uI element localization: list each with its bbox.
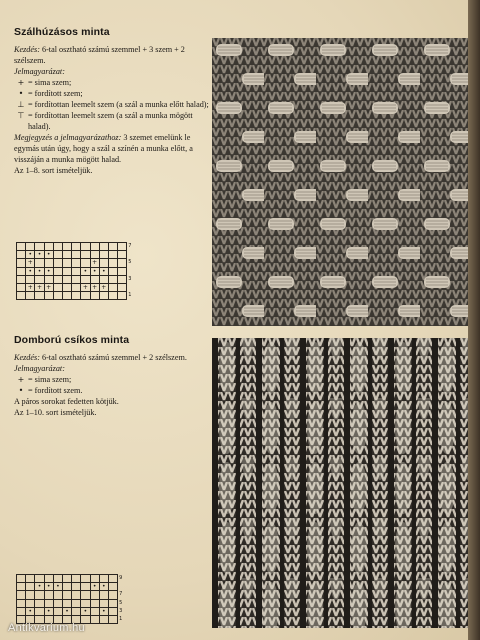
chart-cell — [17, 575, 26, 583]
chart-row — [17, 267, 136, 275]
chart-cell — [90, 251, 99, 259]
chart-cell — [44, 243, 53, 251]
legend-row — [14, 374, 210, 385]
row-number: 5 — [128, 259, 132, 266]
chart-row — [17, 599, 127, 607]
chart-cell — [35, 591, 44, 599]
chart-cell — [99, 259, 108, 267]
row-number: 1 — [119, 616, 123, 623]
chart-row — [17, 275, 136, 283]
chart-cell: + — [26, 283, 35, 291]
chart-cell — [62, 243, 71, 251]
legend-row — [14, 88, 210, 99]
chart-cell: • — [62, 607, 71, 615]
section2-note: A páros sorokat fedetten kötjük. — [14, 397, 119, 406]
chart-cell — [118, 283, 127, 291]
section2-jel-label: Jelmagyarázat: — [14, 364, 65, 373]
section-dombor-csikos — [14, 334, 210, 418]
chart-cell — [108, 591, 117, 599]
chart-cell — [81, 583, 90, 591]
chart-cell: • — [90, 267, 99, 275]
symbol: ⊤ — [17, 111, 25, 120]
legend-row — [14, 77, 210, 88]
row-number: 9 — [119, 575, 123, 582]
chart-cell: + — [90, 283, 99, 291]
chart-cell — [118, 251, 127, 259]
chart-cell — [81, 575, 90, 583]
chart-cell — [26, 275, 35, 283]
chart-cell — [53, 251, 62, 259]
chart-cell — [81, 275, 90, 283]
chart-cell — [26, 591, 35, 599]
chart-cell — [53, 591, 62, 599]
chart-row — [17, 575, 127, 583]
chart-cell — [62, 283, 71, 291]
chart-cell — [35, 259, 44, 267]
chart-cell — [81, 292, 90, 300]
chart-cell — [53, 259, 62, 267]
section1-jel-label: Jelmagyarázat: — [14, 67, 65, 76]
section1-repeat: Az 1–8. sort ismételjük. — [14, 166, 93, 175]
megj-text: 3 szemet emelünk le egymás után úgy, hogy a szál a színén a munka előtt, a visszáján a munka mögött halad. — [14, 133, 193, 164]
knit-texture-1 — [212, 38, 468, 326]
chart-cell — [26, 292, 35, 300]
chart-cell — [17, 583, 26, 591]
chart-cell — [26, 575, 35, 583]
chart-cell — [17, 243, 26, 251]
chart-cell: • — [44, 607, 53, 615]
legend-text: = fordítottan leemelt szem (a szál a munka mögött halad). — [28, 111, 193, 131]
kezdes-text: 6-tal osztható számú szemmel + 2 szélszem. — [39, 353, 187, 362]
chart-cell — [44, 292, 53, 300]
chart-row — [17, 283, 136, 291]
chart-cell — [108, 283, 117, 291]
chart-cell: + — [35, 283, 44, 291]
chart-cell: • — [99, 607, 108, 615]
chart2-diagram — [16, 574, 127, 624]
book-spine-edge — [468, 0, 480, 640]
kezdes-label: Kezdés: — [14, 353, 40, 362]
chart-cell — [53, 283, 62, 291]
knit-texture-2 — [212, 338, 468, 628]
chart-cell: • — [26, 607, 35, 615]
photo-dombor-swatch — [212, 338, 468, 628]
chart-cell — [53, 292, 62, 300]
kezdes-label: Kezdés: — [14, 45, 40, 54]
chart-cell — [81, 251, 90, 259]
chart-cell — [35, 607, 44, 615]
chart-cell — [62, 275, 71, 283]
row-number — [127, 267, 136, 275]
section2-repeat: Az 1–10. sort ismételjük. — [14, 408, 97, 417]
chart-cell — [72, 259, 81, 267]
chart-cell — [35, 275, 44, 283]
symbol: ⊥ — [17, 100, 25, 109]
chart-cell — [108, 267, 117, 275]
symbol: + — [17, 375, 25, 384]
chart-cell — [17, 283, 26, 291]
chart-cell — [108, 243, 117, 251]
chart-cell — [90, 615, 99, 623]
chart-row — [17, 583, 127, 591]
chart-cell — [17, 267, 26, 275]
legend-text: = sima szem; — [28, 78, 72, 87]
symbol: + — [17, 78, 25, 87]
chart-cell — [90, 275, 99, 283]
chart-cell — [72, 243, 81, 251]
chart-cell — [90, 575, 99, 583]
chart-cell — [90, 591, 99, 599]
chart-cell: + — [81, 283, 90, 291]
chart-cell — [72, 575, 81, 583]
chart-cell — [44, 599, 53, 607]
chart-cell: + — [90, 259, 99, 267]
chart-cell — [99, 292, 108, 300]
chart-cell: • — [44, 251, 53, 259]
photo-szalhuzasos-swatch — [212, 38, 468, 326]
chart-cell — [53, 607, 62, 615]
chart-cell: • — [35, 251, 44, 259]
chart-cell — [72, 275, 81, 283]
chart-cell — [44, 275, 53, 283]
chart-cell — [44, 575, 53, 583]
chart-cell — [108, 292, 117, 300]
chart-cell — [72, 267, 81, 275]
megj-label: Megjegyzés a jelmagyarázathoz: — [14, 133, 122, 142]
chart-cell — [108, 575, 117, 583]
symbol: • — [18, 386, 24, 395]
chart-cell — [62, 575, 71, 583]
chart-cell — [72, 591, 81, 599]
chart-cell — [90, 243, 99, 251]
chart-cell — [90, 599, 99, 607]
section1-kezdes — [14, 44, 210, 66]
chart-cell — [99, 243, 108, 251]
kezdes-text: 6-tal osztható számú szemmel + 3 szem + 2 szélszem. — [14, 45, 185, 65]
chart-cell — [81, 591, 90, 599]
knitting-chart-1 — [16, 242, 136, 300]
section-szalhuzasos — [14, 26, 210, 176]
chart-cell — [90, 292, 99, 300]
chart-cell — [53, 267, 62, 275]
chart-cell — [35, 243, 44, 251]
legend-row — [14, 110, 210, 132]
chart-row — [17, 243, 136, 251]
row-number — [118, 583, 127, 591]
chart-cell — [17, 259, 26, 267]
chart-cell — [62, 591, 71, 599]
chart-cell — [118, 292, 127, 300]
row-number — [127, 251, 136, 259]
legend-text: = fordított szem; — [28, 89, 83, 98]
chart-cell — [108, 251, 117, 259]
chart-cell — [17, 607, 26, 615]
row-number: 1 — [128, 292, 132, 299]
chart-cell — [35, 599, 44, 607]
chart-cell — [17, 251, 26, 259]
chart-cell — [81, 243, 90, 251]
knitting-chart-2 — [16, 574, 127, 624]
section1-megjegyzes — [14, 132, 210, 165]
chart-cell — [17, 591, 26, 599]
legend-text: = sima szem; — [28, 375, 72, 384]
chart-cell — [99, 251, 108, 259]
chart-cell — [99, 599, 108, 607]
legend-text: = fordított szem. — [28, 386, 83, 395]
chart-cell — [108, 615, 117, 623]
chart-cell — [108, 607, 117, 615]
section1-legend — [14, 77, 210, 132]
chart-cell — [99, 615, 108, 623]
chart-cell: • — [44, 583, 53, 591]
chart-cell — [118, 243, 127, 251]
chart-cell — [62, 599, 71, 607]
chart-cell: • — [44, 267, 53, 275]
chart-cell: • — [35, 583, 44, 591]
chart-cell — [99, 275, 108, 283]
chart-cell — [53, 243, 62, 251]
row-number: 5 — [119, 599, 123, 606]
symbol: • — [18, 89, 24, 98]
section2-kezdes — [14, 352, 210, 363]
chart-cell — [53, 275, 62, 283]
chart-row — [17, 259, 136, 267]
chart-cell — [44, 591, 53, 599]
chart-cell — [108, 599, 117, 607]
chart-cell — [81, 259, 90, 267]
chart-cell — [62, 267, 71, 275]
row-number: 3 — [128, 275, 132, 282]
chart-cell — [99, 591, 108, 599]
chart-cell — [62, 583, 71, 591]
chart-cell — [72, 599, 81, 607]
chart-cell — [35, 575, 44, 583]
chart-cell — [118, 267, 127, 275]
chart-cell — [118, 275, 127, 283]
row-number: 3 — [119, 607, 123, 614]
chart-row — [17, 292, 136, 300]
chart-cell: + — [99, 283, 108, 291]
chart-cell — [17, 292, 26, 300]
legend-text: = fordítottan leemelt szem (a szál a munka előtt halad); — [28, 100, 209, 109]
chart-cell: • — [35, 267, 44, 275]
chart-cell — [72, 251, 81, 259]
chart-cell — [53, 575, 62, 583]
chart-cell — [17, 275, 26, 283]
chart-cell: + — [44, 283, 53, 291]
section2-title: Domború csíkos minta — [14, 334, 130, 346]
chart-cell — [62, 251, 71, 259]
chart-cell — [90, 607, 99, 615]
row-number: 7 — [128, 243, 132, 250]
watermark: Antikvarium.hu — [8, 622, 85, 634]
chart-cell: • — [90, 583, 99, 591]
chart-cell — [26, 599, 35, 607]
chart-cell — [26, 243, 35, 251]
chart-cell: + — [26, 259, 35, 267]
row-number: 7 — [119, 591, 123, 598]
chart-cell: • — [81, 267, 90, 275]
chart-cell — [72, 607, 81, 615]
chart-cell — [62, 292, 71, 300]
chart-cell — [108, 583, 117, 591]
legend-row — [14, 99, 210, 110]
chart-row — [17, 251, 136, 259]
chart-cell — [99, 575, 108, 583]
chart-cell — [72, 292, 81, 300]
chart-cell — [62, 259, 71, 267]
chart-cell: • — [26, 267, 35, 275]
chart1-diagram — [16, 242, 136, 300]
chart-cell — [44, 259, 53, 267]
chart-cell: • — [53, 583, 62, 591]
chart-cell — [72, 583, 81, 591]
chart-cell — [108, 259, 117, 267]
chart-row — [17, 607, 127, 615]
chart-cell: • — [99, 583, 108, 591]
chart-cell: • — [26, 251, 35, 259]
legend-row — [14, 385, 210, 396]
chart-cell: • — [81, 607, 90, 615]
chart-cell — [81, 599, 90, 607]
chart-cell — [118, 259, 127, 267]
chart-cell — [26, 583, 35, 591]
row-number — [127, 283, 136, 291]
chart-cell — [35, 292, 44, 300]
chart-cell — [17, 599, 26, 607]
chart-cell — [72, 283, 81, 291]
chart-cell: • — [99, 267, 108, 275]
chart-cell — [108, 275, 117, 283]
section1-title: Szálhúzásos minta — [14, 26, 110, 38]
chart-cell — [53, 599, 62, 607]
chart-row — [17, 591, 127, 599]
